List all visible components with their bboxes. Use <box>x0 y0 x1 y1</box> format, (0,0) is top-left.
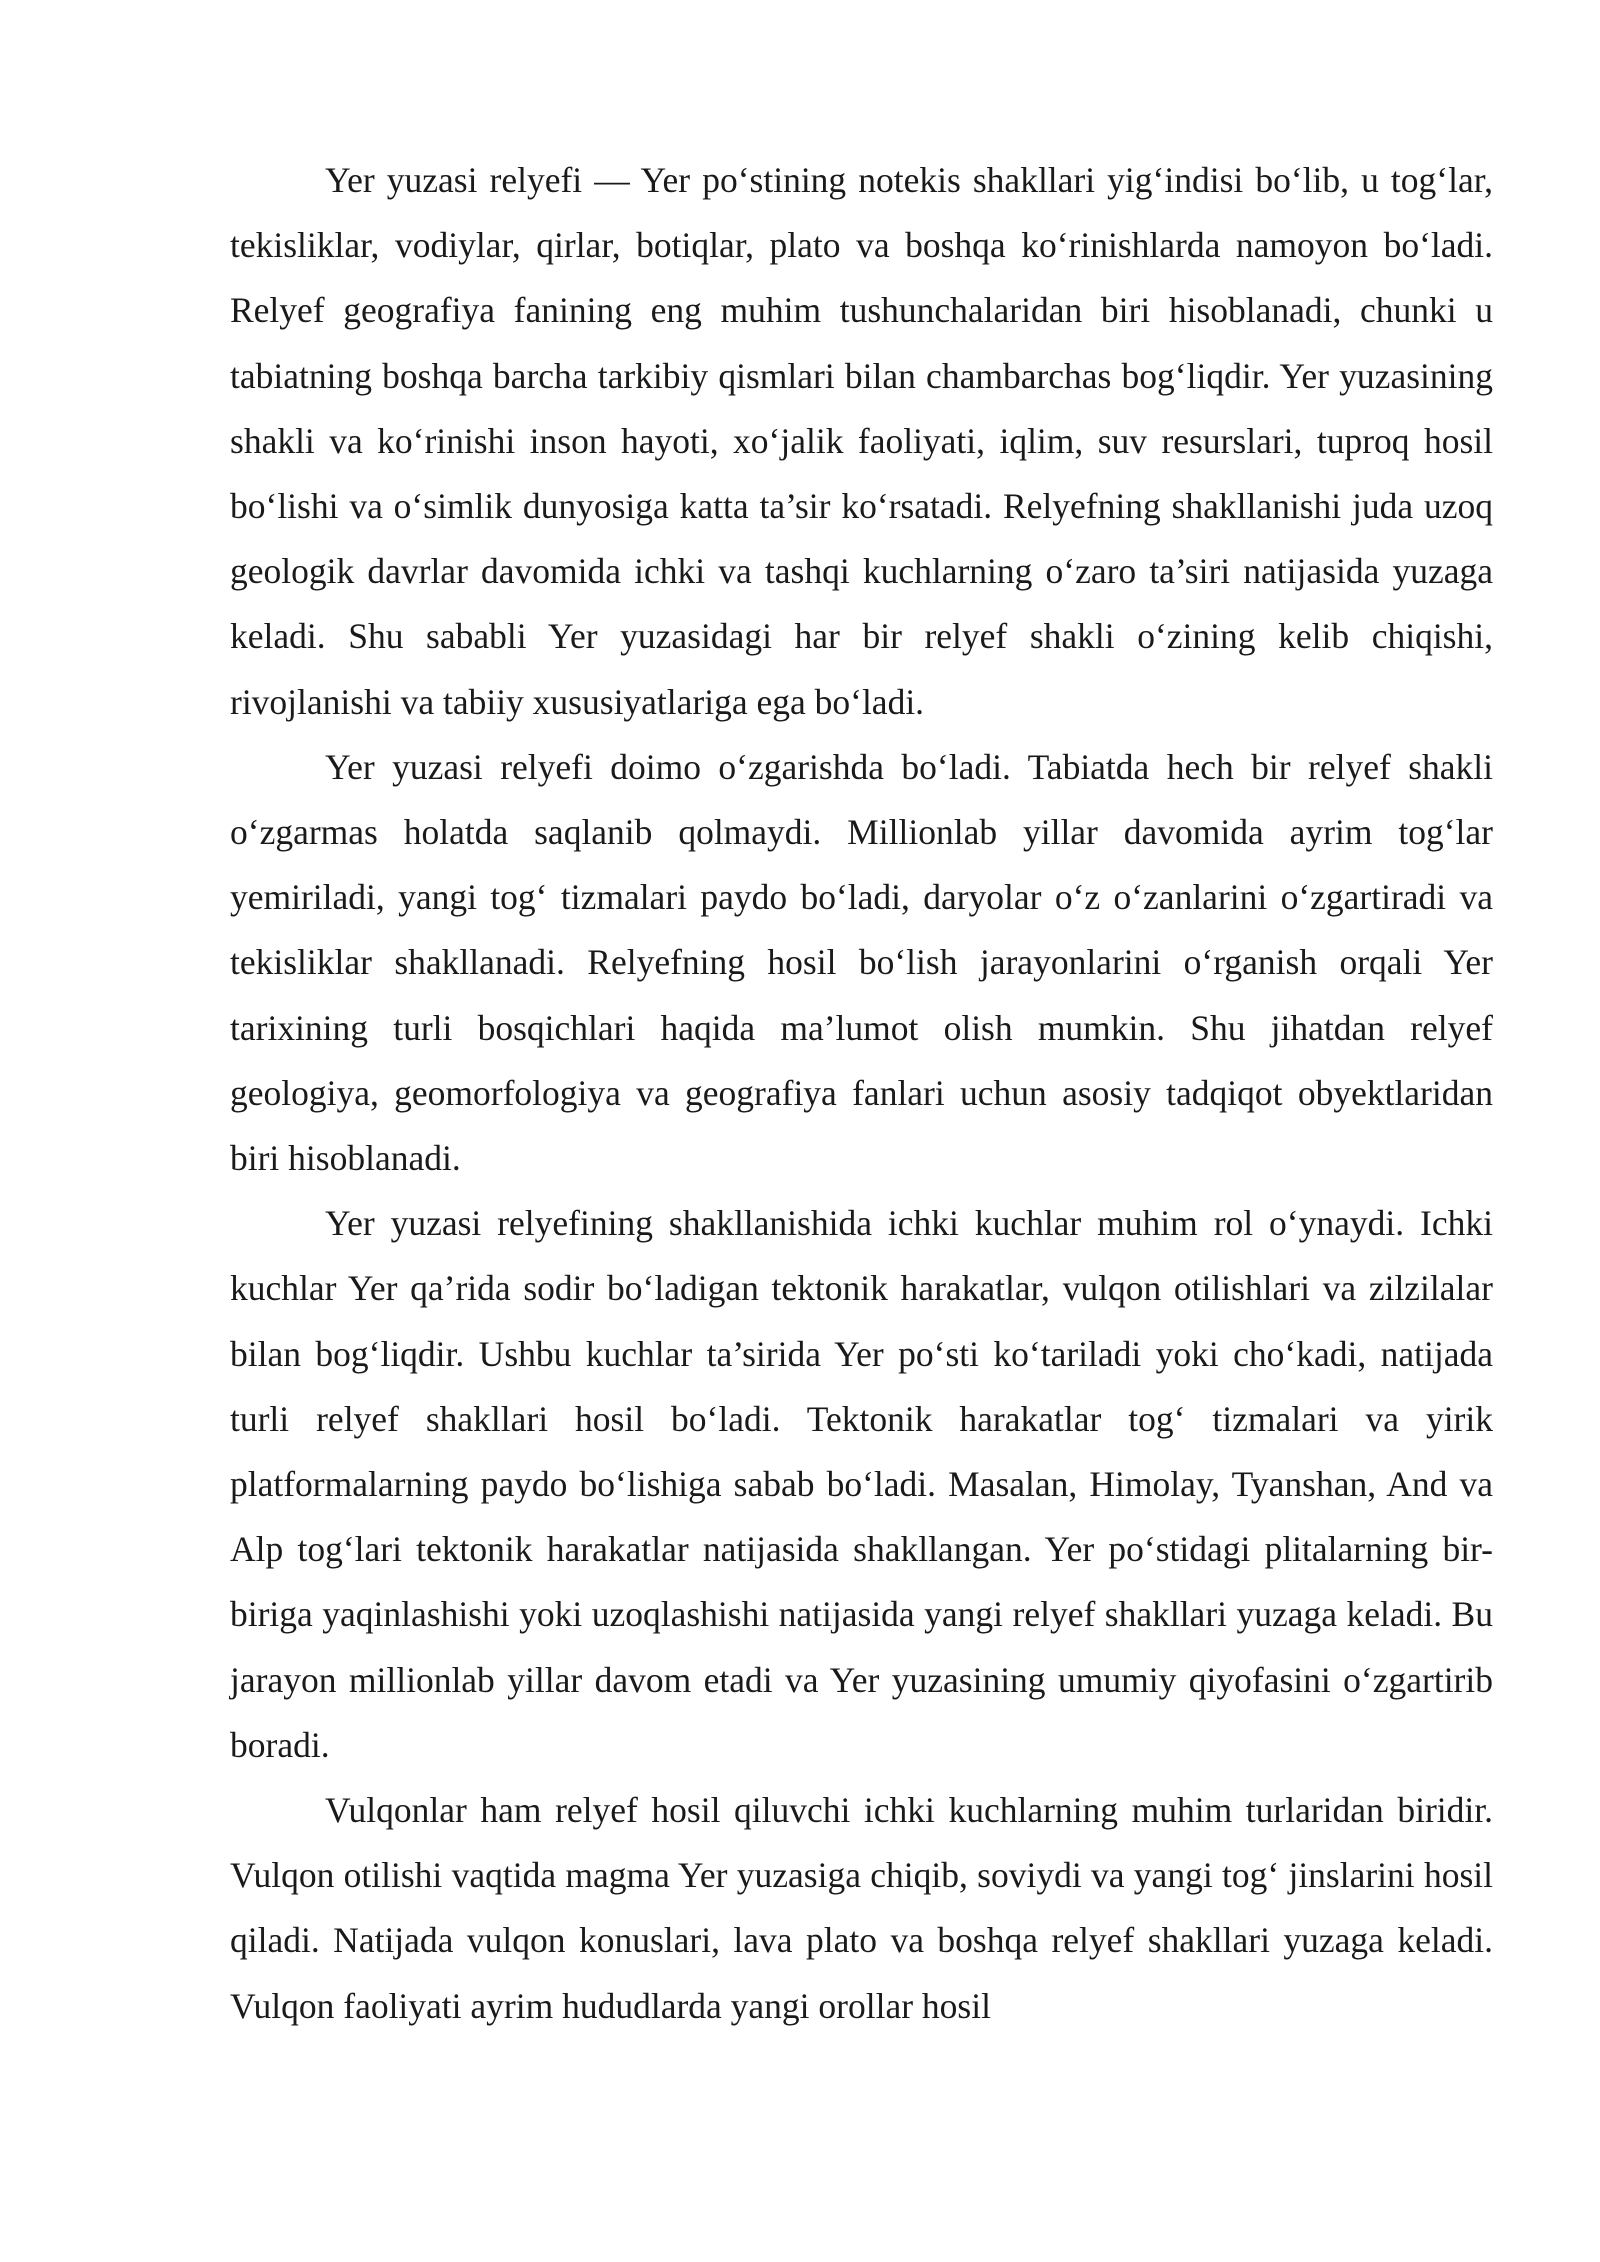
paragraph-3: Yer yuzasi relyefining shakllanishida ichki kuchlar muhim rol o‘ynaydi. Ichki kuchlar Yer qa’rida sodir bo‘ladigan tektonik harakatlar, vulqon otilishlari va zilzilalar bilan bog‘liqdir. Ushbu kuchlar ta’sirida Yer po‘sti ko‘tariladi yoki cho‘kadi, natijada turli relyef shakllari hosil bo‘ladi. Tektonik harakatlar tog‘ tizmalari va yirik platformalarning paydo bo‘lishiga sabab bo‘ladi. Masalan, Himolay, Tyanshan, And va Alp tog‘lari tektonik harakatlar natijasida shakllangan. Yer po‘stidagi plitalarning bir-biriga yaqinlashishi yoki uzoqlashishi natijasida yangi relyef shakllari yuzaga keladi. Bu jarayon millionlab yillar davom etadi va Yer yuzasining umumiy qiyofasini o‘zgartirib boradi. <box>230 1203 1493 1765</box>
paragraph-1: Yer yuzasi relyefi — Yer po‘stining notekis shakllari yig‘indisi bo‘lib, u tog‘lar, tekisliklar, vodiylar, qirlar, botiqlar, plato va boshqa ko‘rinishlarda namoyon bo‘ladi. Relyef geografiya fanining eng muhim tushunchalaridan biri hisoblanadi, chunki u tabiatning boshqa barcha tarkibiy qismlari bilan chambarchas bog‘liqdir. Yer yuzasining shakli va ko‘rinishi inson hayoti, xo‘jalik faoliyati, iqlim, suv resurslari, tuproq hosil bo‘lishi va o‘simlik dunyosiga katta ta’sir ko‘rsatadi. Relyefning shakllanishi juda uzoq geologik davrlar davomida ichki va tashqi kuchlarning o‘zaro ta’siri natijasida yuzaga keladi. Shu sababli Yer yuzasidagi har bir relyef shakli o‘zining kelib chiqishi, rivojlanishi va tabiiy xususiyatlariga ega bo‘ladi. <box>230 160 1493 722</box>
paragraph-4: Vulqonlar ham relyef hosil qiluvchi ichki kuchlarning muhim turlaridan biridir. Vulqon otilishi vaqtida magma Yer yuzasiga chiqib, soviydi va yangi tog‘ jinslarini hosil qiladi. Natijada vulqon konuslari, lava plato va boshqa relyef shakllari yuzaga keladi. Vulqon faoliyati ayrim hududlarda yangi orollar hosil <box>230 1790 1493 2026</box>
document-body <box>230 148 1493 2039</box>
paragraph-2: Yer yuzasi relyefi doimo o‘zgarishda bo‘ladi. Tabiatda hech bir relyef shakli o‘zgarmas holatda saqlanib qolmaydi. Millionlab yillar davomida ayrim tog‘lar yemiriladi, yangi tog‘ tizmalari paydo bo‘ladi, daryolar o‘z o‘zanlarini o‘zgartiradi va tekisliklar shakllanadi. Relyefning hosil bo‘lish jarayonlarini o‘rganish orqali Yer tarixining turli bosqichlari haqida ma’lumot olish mumkin. Shu jihatdan relyef geologiya, geomorfologiya va geografiya fanlari uchun asosiy tadqiqot obyektlaridan biri hisoblanadi. <box>230 746 1493 1179</box>
